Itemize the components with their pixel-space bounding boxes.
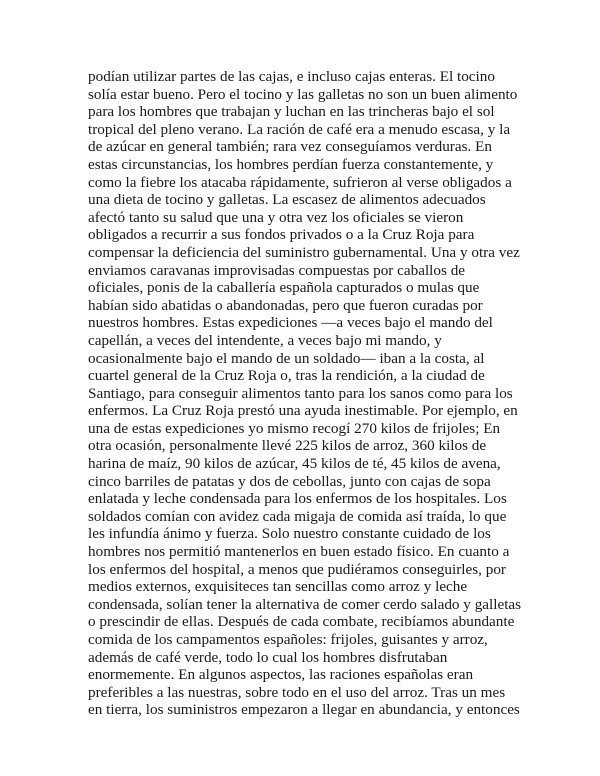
text-line: los enfermos del hospital, a menos que pudiéramos conseguirles, por	[88, 560, 506, 578]
text-line: además de café verde, todo lo cual los hombres disfrutaban	[88, 648, 448, 666]
text-line: hombres nos permitió mantenerlos en buen estado físico. En cuanto a	[88, 543, 510, 561]
text-line: soldados comían con avidez cada migaja de comida así traída, lo que	[88, 507, 507, 525]
text-line: preferibles a las nuestras, sobre todo en el uso del arroz. Tras un mes	[88, 683, 506, 701]
text-line: comida de los campamentos españoles: frijoles, guisantes y arroz,	[88, 631, 488, 648]
text-line: en tierra, los suministros empezaron a llegar en abundancia, y entonces	[88, 701, 520, 719]
text-line: para los hombres que trabajan y luchan en las trincheras bajo el sol	[88, 103, 495, 121]
text-line: podían utilizar partes de las cajas, e incluso cajas enteras. El tocino	[88, 68, 495, 85]
text-line: cinco barriles de patatas y dos de cebollas, junto con cajas de sopa	[88, 472, 491, 490]
text-line: compensar la deficiencia del suministro gubernamental. Una y otra vez	[88, 243, 520, 261]
text-line: Santiago, para conseguir alimentos tanto para los sanos como para los	[88, 384, 513, 402]
body-text	[88, 68, 528, 719]
text-line: una dieta de tocino y galletas. La escasez de alimentos adecuados	[88, 191, 486, 209]
text-line: tropical del pleno verano. La ración de café era a menudo escasa, y la	[88, 120, 511, 138]
text-line: enlatada y leche condensada para los enfermos de los hospitales. Los	[88, 490, 507, 508]
text-line: habían sido abatidas o abandonadas, pero que fueron curadas por	[88, 296, 483, 314]
text-line: como la fiebre los atacaba rápidamente, sufrieron al verse obligados a	[88, 173, 512, 191]
text-line: nuestros hombres. Estas expediciones —a veces bajo el mando del	[88, 314, 493, 332]
text-line: medios externos, exquisiteces tan sencillas como arroz y leche	[88, 578, 468, 596]
text-line: enfermos. La Cruz Roja prestó una ayuda inestimable. Por ejemplo, en	[88, 402, 518, 420]
text-line: solía estar bueno. Pero el tocino y las galletas no son un buen alimento	[88, 85, 518, 103]
text-line: estas circunstancias, los hombres perdían fuerza constantemente, y	[88, 155, 494, 173]
text-line: otra ocasión, personalmente llevé 225 kilos de arroz, 360 kilos de	[88, 437, 487, 455]
text-line: capellán, a veces del intendente, a veces bajo mi mando, y	[88, 331, 442, 349]
text-line: cuartel general de la Cruz Roja o, tras la rendición, a la ciudad de	[88, 367, 485, 385]
text-line: enviamos caravanas improvisadas compuestas por caballos de	[88, 261, 466, 279]
text-line: afectó tanto su salud que una y otra vez los oficiales se vieron	[88, 208, 464, 226]
text-line: una de estas expediciones yo mismo recogí 270 kilos de frijoles; En	[88, 419, 501, 437]
text-line: oficiales, ponis de la caballería española capturados o mulas que	[88, 279, 480, 297]
text-line: de azúcar en general también; rara vez conseguíamos verduras. En	[88, 138, 492, 156]
text-line: les infundía ánimo y fuerza. Solo nuestro constante cuidado de los	[88, 525, 491, 543]
text-line: harina de maíz, 90 kilos de azúcar, 45 kilos de té, 45 kilos de avena,	[88, 455, 501, 473]
text-line: condensada, solían tener la alternativa de comer cerdo salado y galletas	[88, 595, 522, 613]
text-line: o prescindir de ellas. Después de cada combate, recibíamos abundante	[88, 613, 515, 631]
text-line: obligados a recurrir a sus fondos privados o a la Cruz Roja para	[88, 226, 475, 244]
text-line: ocasionalmente bajo el mando de un soldado— iban a la costa, al	[88, 349, 485, 367]
text-line: enormemente. En algunos aspectos, las raciones españolas eran	[88, 666, 474, 684]
